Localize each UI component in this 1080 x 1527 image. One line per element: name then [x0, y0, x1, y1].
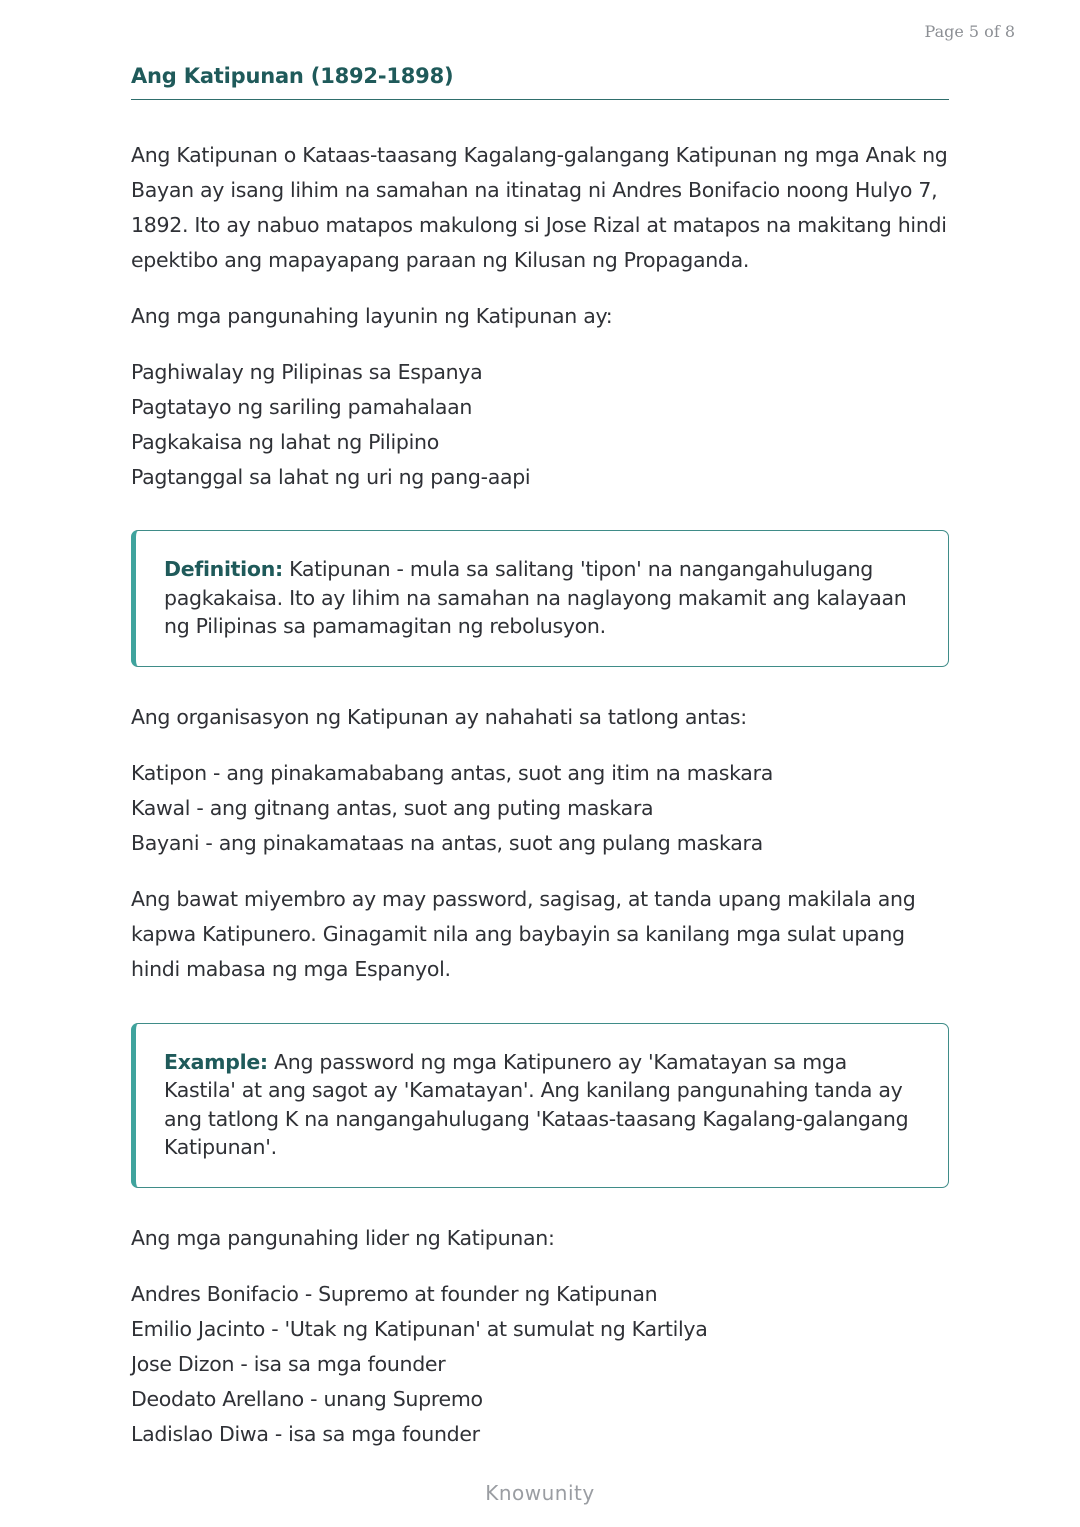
- definition-text: Katipunan - mula sa salitang 'tipon' na nangangahulugang pagkakaisa. Ito ay lihim na samahan na naglayong makamit ang kalayaan ng Pilipinas sa pamamagitan ng rebolusyon.: [164, 557, 907, 638]
- members-paragraph: Ang bawat miyembro ay may password, sagisag, at tanda upang makilala ang kapwa Katipunero. Ginagamit nila ang baybayin sa kanilang mga sulat upang hindi mabasa ng mga Espanyol.: [131, 886, 916, 981]
- definition-label: Definition:: [164, 557, 283, 581]
- list-item: Kawal - ang gitnang antas, suot ang puting maskara: [131, 795, 654, 820]
- definition-callout: [131, 530, 949, 667]
- list-item: Katipon - ang pinakamababang antas, suot ang itim na maskara: [131, 760, 773, 785]
- goals-list: [131, 355, 949, 495]
- list-item: Ladislao Diwa - isa sa mga founder: [131, 1421, 480, 1446]
- leaders-lead: Ang mga pangunahing lider ng Katipunan:: [131, 1225, 555, 1250]
- list-item: Emilio Jacinto - 'Utak ng Katipunan' at sumulat ng Kartilya: [131, 1316, 708, 1341]
- list-item: Andres Bonifacio - Supremo at founder ng Katipunan: [131, 1281, 658, 1306]
- example-label: Example:: [164, 1049, 268, 1074]
- document-content: [131, 64, 949, 1452]
- list-item: Paghiwalay ng Pilipinas sa Espanya: [131, 360, 483, 384]
- organization-list: [131, 756, 949, 861]
- list-item: Pagtatayo ng sariling pamahalaan: [131, 395, 473, 419]
- list-item: Pagtanggal sa lahat ng uri ng pang-aapi: [131, 465, 531, 489]
- page-title: Ang Katipunan (1892-1898): [131, 64, 949, 100]
- list-item: Pagkakaisa ng lahat ng Pilipino: [131, 430, 439, 454]
- list-item: Deodato Arellano - unang Supremo: [131, 1386, 483, 1411]
- intro-paragraph: Ang Katipunan o Kataas-taasang Kagalang-galangang Katipunan ng mga Anak ng Bayan ay isang lihim na samahan na itinatag ni Andres Bonifacio noong Hulyo 7, 1892. Ito ay nabuo matapos makulong si Jose Rizal at matapos na makitang hindi epektibo ang mapayapang paraan ng Kilusan ng Propaganda.: [131, 143, 948, 272]
- footer-brand: Knowunity: [485, 1481, 595, 1505]
- organization-lead: Ang organisasyon ng Katipunan ay nahahati sa tatlong antas:: [131, 704, 747, 729]
- example-callout: [131, 1023, 949, 1188]
- list-item: Bayani - ang pinakamataas na antas, suot ang pulang maskara: [131, 830, 763, 855]
- page-number: Page 5 of 8: [924, 22, 1015, 41]
- list-item: Jose Dizon - isa sa mga founder: [131, 1351, 446, 1376]
- goals-lead: Ang mga pangunahing layunin ng Katipunan ay:: [131, 304, 613, 328]
- leaders-list: [131, 1277, 949, 1452]
- example-text: Ang password ng mga Katipunero ay 'Kamatayan sa mga Kastila' at ang sagot ay 'Kamatayan'. Ang kanilang pangunahing tanda ay ang tatlong K na nangangahulugang 'Kataas-taasang Kagalang-galangang Katipunan'.: [164, 1049, 909, 1159]
